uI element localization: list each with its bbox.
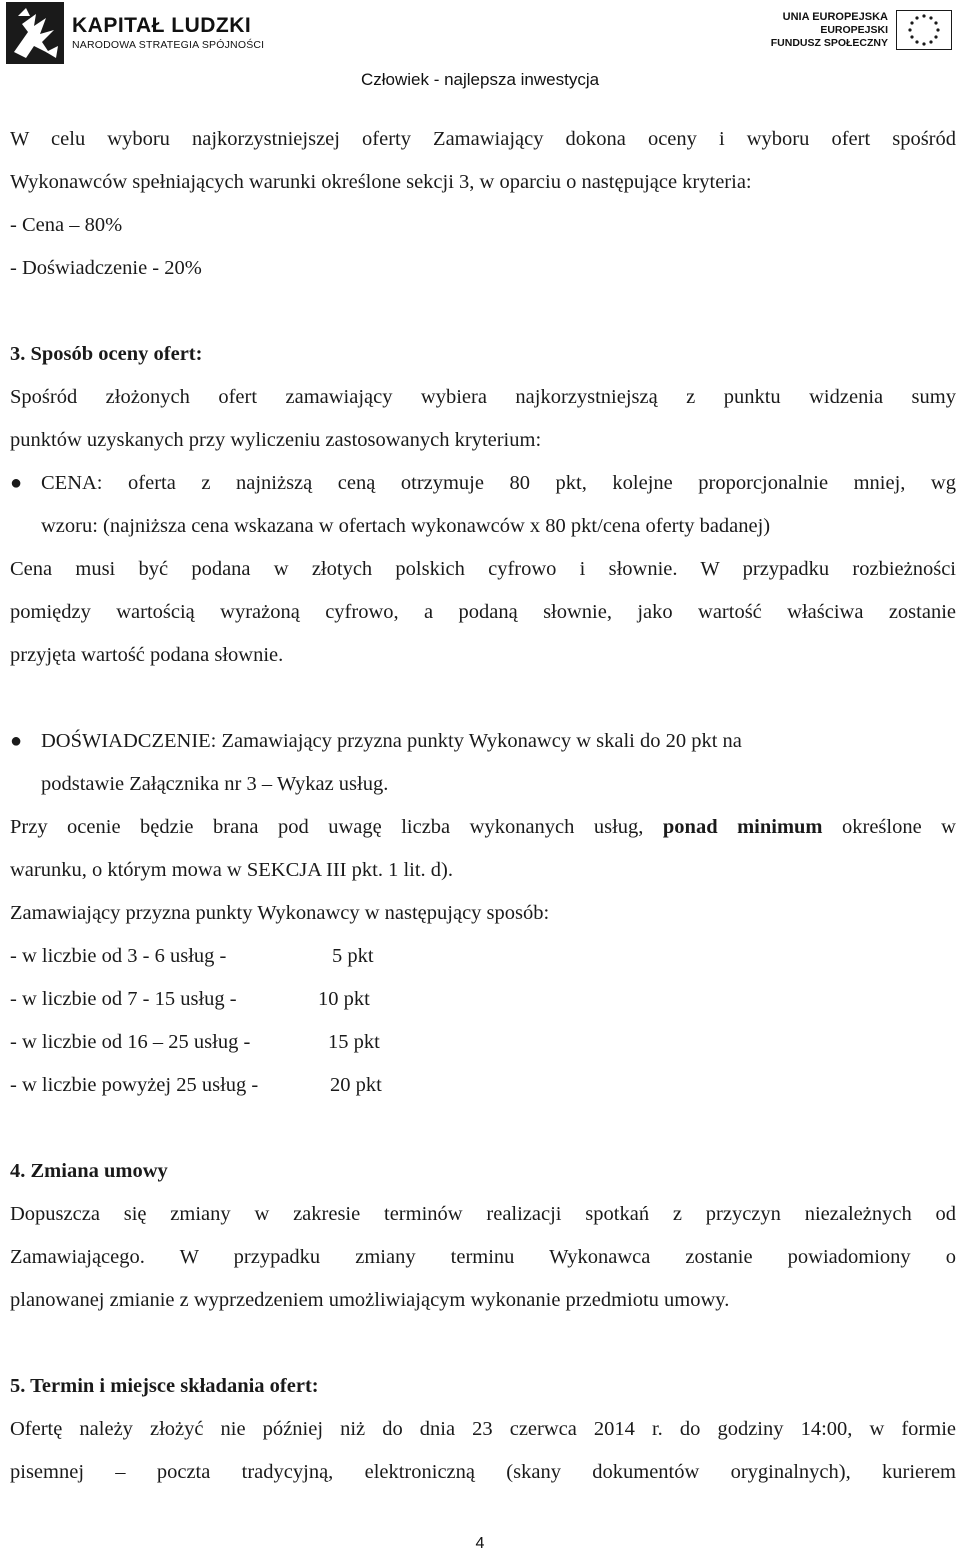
section-4-heading: 4. Zmiana umowy (10, 1160, 168, 1182)
kapital-ludzki-subtitle: NARODOWA STRATEGIA SPÓJNOŚCI (72, 39, 265, 51)
section-5-line-1: Ofertę należy złożyć nie później niż do dnia 23 czerwca 2014 r. do godziny 14:00, w formie (10, 1418, 956, 1440)
p3-text-b: określone w (822, 816, 956, 838)
kapital-ludzki-title: KAPITAŁ LUDZKI (72, 14, 252, 37)
scale-row (10, 935, 956, 978)
scale-range: - w liczbie powyżej 25 usług - (10, 1074, 259, 1096)
section-3-p3-line-2: warunku, o którym mowa w SEKCJA III pkt. 1 lit. d). (10, 859, 453, 881)
section-3-p2-line-1: Cena musi być podana w złotych polskich cyfrowo i słownie. W przypadku rozbieżności (10, 558, 956, 580)
scale-row (10, 1021, 956, 1064)
section-3-p1-line-1: Spośród złożonych ofert zamawiający wybiera najkorzystniejszą z punktu widzenia sumy (10, 386, 956, 408)
page-number: 4 (475, 1535, 485, 1552)
kapital-ludzki-emblem-icon (6, 2, 64, 64)
document-body (10, 118, 956, 1494)
scale-range: - w liczbie od 16 – 25 usług - (10, 1031, 251, 1053)
section-3-p3-line-1 (10, 806, 956, 849)
section-3-p4: Zamawiający przyzna punkty Wykonawcy w następujący sposób: (10, 902, 550, 924)
bullet-experience-line-2: podstawie Załącznika nr 3 – Wykaz usług. (41, 773, 389, 795)
p3-text-bold: ponad minimum (662, 816, 823, 838)
eu-line-3: FUNDUSZ SPOŁECZNY (770, 36, 888, 49)
bullet-price (10, 462, 956, 548)
section-3-p1-line-2: punktów uzyskanych przy wyliczeniu zastosowanych kryterium: (10, 429, 542, 451)
scale-points: 10 pkt (318, 988, 370, 1010)
eu-logo (771, 10, 952, 50)
section-5-heading: 5. Termin i miejsce składania ofert: (10, 1375, 319, 1397)
section-4-line-3: planowanej zmianie z wyprzedzeniem umożliwiającym wykonanie przedmiotu umowy. (10, 1289, 730, 1311)
page-header (0, 0, 960, 100)
scale-row (10, 978, 956, 1021)
p3-text-a: Przy ocenie będzie brana pod uwagę liczba wykonanych usług, (10, 816, 663, 838)
eu-line-1: UNIA EUROPEJSKA (782, 10, 888, 23)
section-4-line-2: Zamawiającego. W przypadku zmiany terminu Wykonawca zostanie powiadomiony o (10, 1246, 956, 1268)
section-3-heading: 3. Sposób oceny ofert: (10, 343, 203, 365)
section-4-line-1: Dopuszcza się zmiany w zakresie terminów realizacji spotkań z przyczyn niezależnych od (10, 1203, 956, 1225)
scale-points: 20 pkt (330, 1074, 382, 1096)
bullet-dot-icon: ● (10, 730, 23, 752)
intro-line-2: Wykonawców spełniających warunki określone sekcji 3, w oparciu o następujące kryteria: (10, 171, 752, 193)
scale-points: 5 pkt (332, 945, 374, 967)
eu-line-2: EUROPEJSKI (820, 23, 888, 36)
bullet-experience (10, 720, 956, 806)
bullet-dot-icon: ● (10, 472, 23, 494)
scale-range: - w liczbie od 3 - 6 usług - (10, 945, 227, 967)
criterion-experience: - Doświadczenie - 20% (10, 257, 202, 279)
eu-flag-icon (896, 10, 952, 50)
criterion-price: - Cena – 80% (10, 214, 123, 236)
header-motto: Człowiek - najlepsza inwestycja (360, 70, 600, 89)
intro-line-1: W celu wyboru najkorzystniejszej oferty Zamawiający dokona oceny i wyboru ofert spośród (10, 128, 956, 150)
bullet-experience-line-1: DOŚWIADCZENIE: Zamawiający przyzna punkty Wykonawcy w skali do 20 pkt na (41, 730, 742, 752)
section-3-p2-line-2: pomiędzy wartością wyrażoną cyfrowo, a podaną słownie, jako wartość właściwa zostanie (10, 601, 956, 623)
section-3-p2-line-3: przyjęta wartość podana słownie. (10, 644, 284, 666)
scale-range: - w liczbie od 7 - 15 usług - (10, 988, 237, 1010)
scale-points: 15 pkt (328, 1031, 380, 1053)
bullet-price-line-2: wzoru: (najniższa cena wskazana w ofertach wykonawców x 80 pkt/cena oferty badanej) (41, 515, 771, 537)
scale-row (10, 1064, 956, 1107)
section-5-line-2: pisemnej – poczta tradycyjną, elektroniczną (skany dokumentów oryginalnych), kurierem (10, 1461, 956, 1483)
kapital-ludzki-logo (6, 2, 264, 64)
bullet-price-line-1: CENA: oferta z najniższą ceną otrzymuje 80 pkt, kolejne proporcjonalnie mniej, wg (41, 472, 956, 494)
